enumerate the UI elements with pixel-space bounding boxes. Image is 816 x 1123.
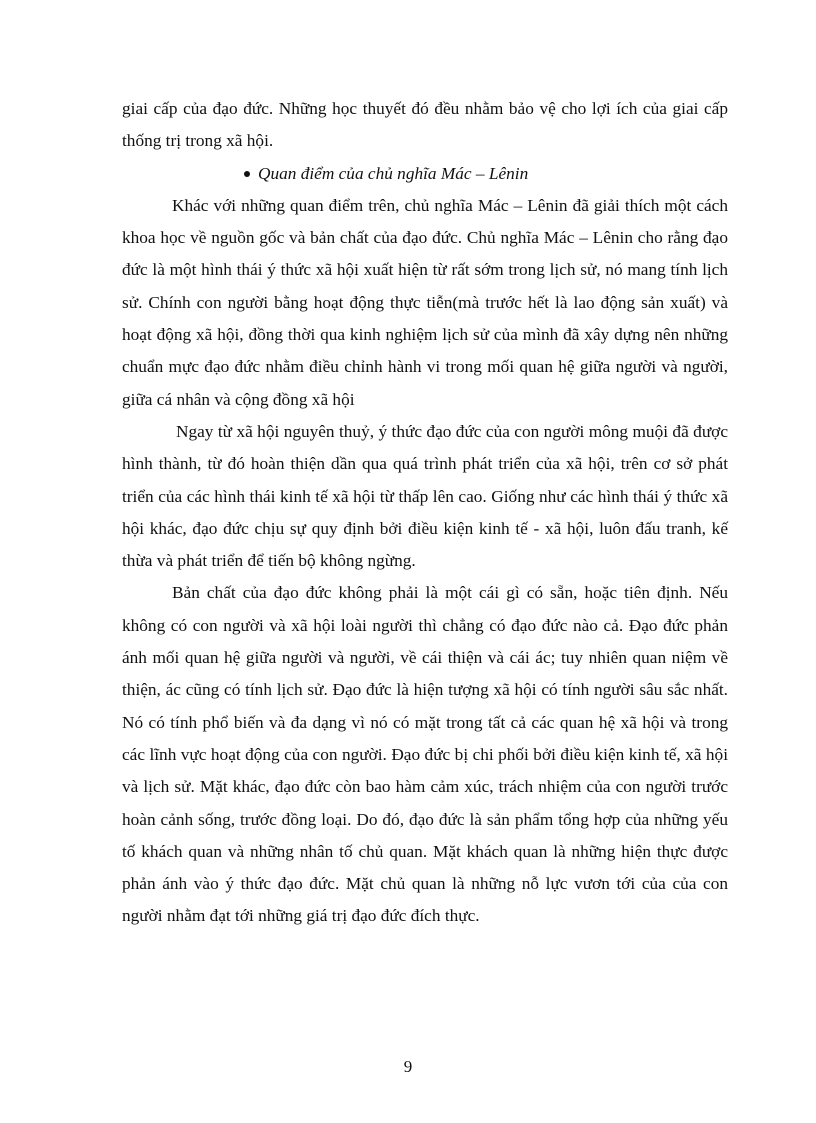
- paragraph-2: Ngay từ xã hội nguyên thuỷ, ý thức đạo đức của con người mông muội đã được hình thành, từ đó hoàn thiện dần qua quá trình phát triển của xã hội, trên cơ sở phát triển của các hình thái kinh tế xã hội từ thấp lên cao. Giống như các hình thái ý thức xã hội khác, đạo đức chịu sự quy định bởi điều kiện kinh tế - xã hội, luôn đấu tranh, kế thừa và phát triển để tiến bộ không ngừng.: [122, 421, 728, 571]
- document-body: [122, 93, 728, 933]
- intro-paragraph: giai cấp của đạo đức. Những học thuyết đó đều nhằm bảo vệ cho lợi ích của giai cấp thống trị trong xã hội.: [122, 99, 728, 151]
- paragraph-1: Khác với những quan điểm trên, chủ nghĩa Mác – Lênin đã giải thích một cách khoa học về nguồn gốc và bản chất của đạo đức. Chủ nghĩa Mác – Lênin cho rằng đạo đức là một hình thái ý thức xã hội xuất hiện từ rất sớm trong lịch sử, nó mang tính lịch sử. Chính con người bằng hoạt động thực tiễn(mà trước hết là lao động sản xuất) và hoạt động xã hội, đồng thời qua kinh nghiệm lịch sử của mình đã xây dựng nên những chuẩn mực đạo đức nhằm điều chỉnh hành vi trong mối quan hệ giữa người và người, giữa cá nhân và cộng đồng xã hội: [122, 195, 728, 409]
- page-number: 9: [403, 1057, 413, 1076]
- section-heading-text: Quan điểm của chủ nghĩa Mác – Lênin: [258, 163, 529, 183]
- section-heading: [122, 158, 728, 190]
- paragraph-3: Bản chất của đạo đức không phải là một cái gì có sẵn, hoặc tiên định. Nếu không có con người và xã hội loài người thì chẳng có đạo đức nào cả. Đạo đức phản ánh mối quan hệ giữa người và người, về cái thiện và cái ác; tuy nhiên quan niệm về thiện, ác cũng có tính lịch sử. Đạo đức là hiện tượng xã hội có tính người sâu sắc nhất. Nó có tính phổ biến và đa dạng vì nó có mặt trong tất cả các quan hệ xã hội và trong các lĩnh vực hoạt động của con người. Đạo đức bị chi phối bởi điều kiện kinh tế, xã hội và lịch sử. Mặt khác, đạo đức còn bao hàm cảm xúc, trách nhiệm của con người trước hoàn cảnh sống, trước đồng loại. Do đó, đạo đức là sản phẩm tổng hợp của những yếu tố khách quan và những nhân tố chủ quan. Mặt khách quan là những hiện thực được phản ánh vào ý thức đạo đức. Mặt chủ quan là những nỗ lực vươn tới của của con người nhằm đạt tới những giá trị đạo đức đích thực.: [122, 583, 728, 926]
- bullet-icon: [244, 171, 250, 177]
